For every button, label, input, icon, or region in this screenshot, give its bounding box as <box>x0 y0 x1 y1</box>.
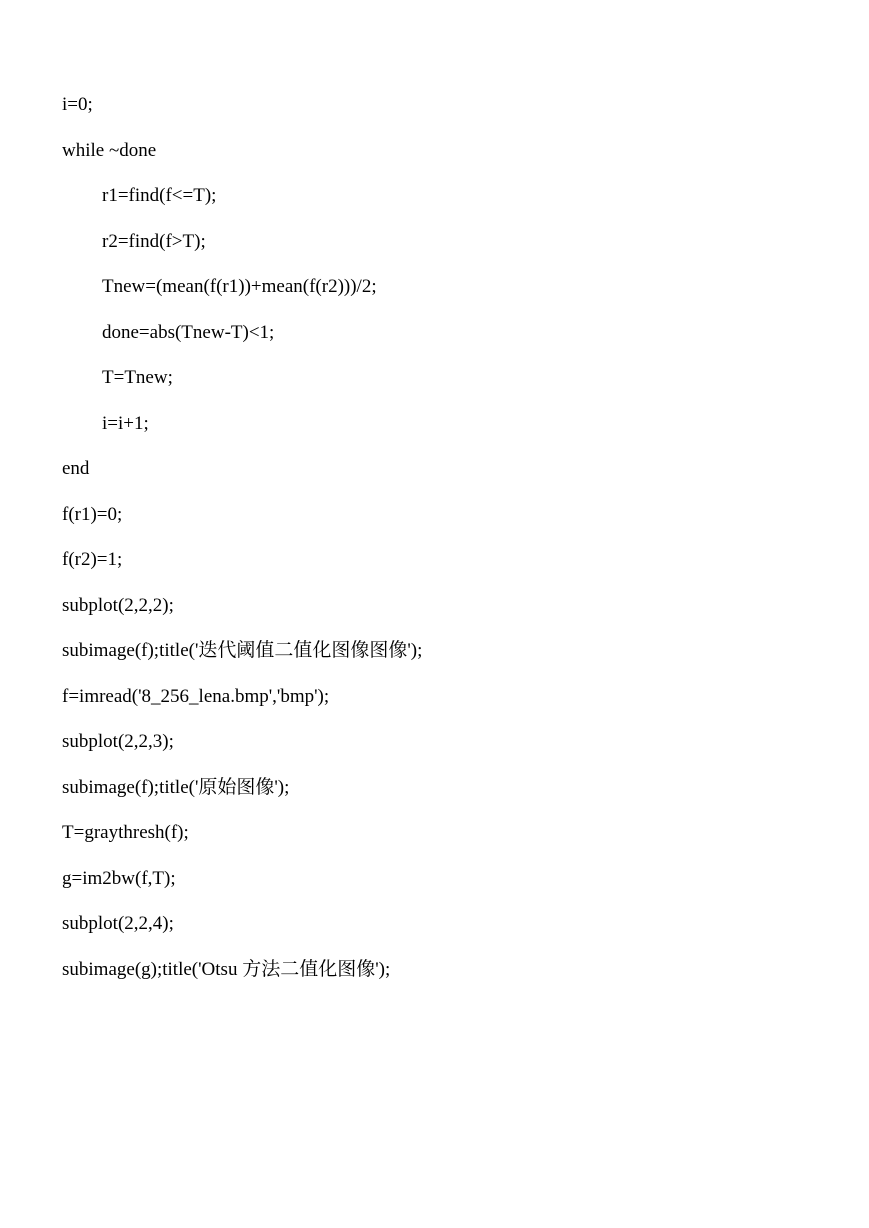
code-line: done=abs(Tnew-T)<1; <box>102 321 275 343</box>
code-line: f(r1)=0; <box>62 503 123 525</box>
code-line: f=imread('8_256_lena.bmp','bmp'); <box>62 685 330 707</box>
code-line: subimage(g);title('Otsu 方法二值化图像'); <box>62 958 391 980</box>
code-line: T=graythresh(f); <box>62 822 189 843</box>
code-line: subplot(2,2,2); <box>62 594 174 616</box>
code-line: subimage(f);title('原始图像'); <box>62 776 290 798</box>
code-line: g=im2bw(f,T); <box>62 867 176 889</box>
code-line: r2=find(f>T); <box>102 230 206 252</box>
code-line: while ~done <box>62 139 157 161</box>
code-line: Tnew=(mean(f(r1))+mean(f(r2)))/2; <box>102 276 377 297</box>
code-line: f(r2)=1; <box>62 549 123 570</box>
code-line: subplot(2,2,3); <box>62 731 174 752</box>
code-line: subplot(2,2,4); <box>62 913 174 934</box>
code-listing <box>62 92 842 1002</box>
code-line: T=Tnew; <box>102 367 173 388</box>
code-line: r1=find(f<=T); <box>102 185 217 206</box>
code-line: i=i+1; <box>102 412 149 434</box>
code-line: i=0; <box>62 94 93 115</box>
code-line: end <box>62 458 90 479</box>
code-line: subimage(f);title('迭代阈值二值化图像图像'); <box>62 640 423 661</box>
